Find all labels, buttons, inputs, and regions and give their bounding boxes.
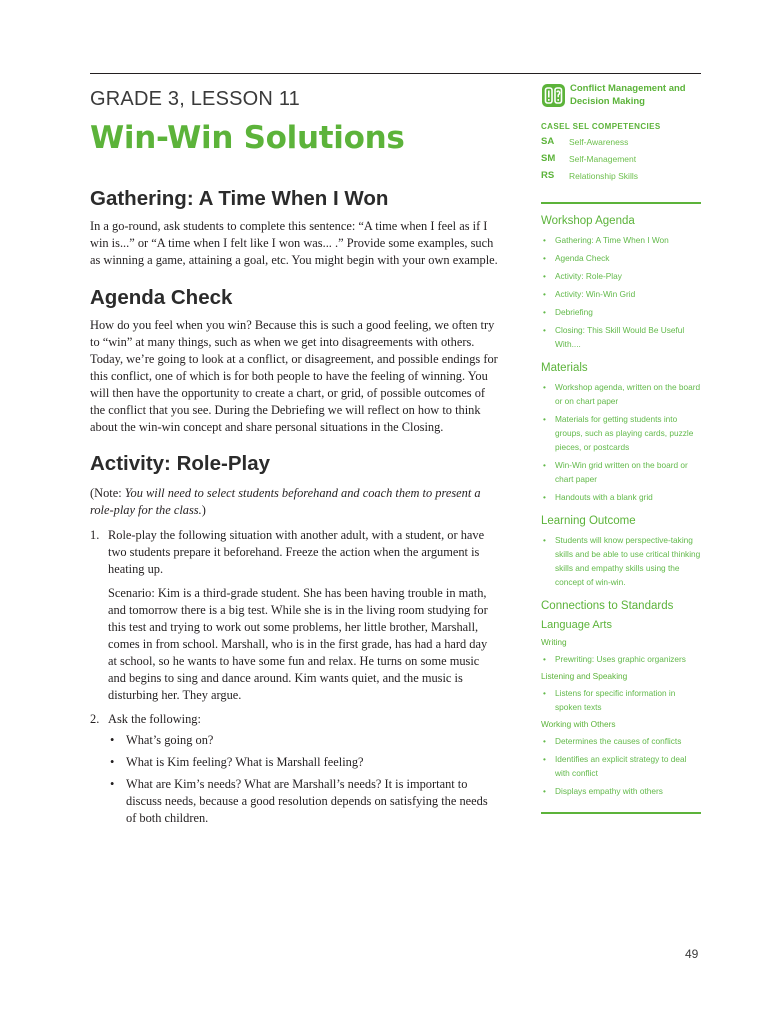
standards-subject: Language Arts (541, 619, 612, 631)
step-text: Role-play the following situation with another adult, with a student, or have two students prepare it beforehand. Freeze the action when the argument is heating up. (108, 528, 485, 576)
workshop-agenda-heading: Workshop Agenda (541, 215, 635, 227)
listening-list (541, 686, 701, 714)
gathering-body: In a go-round, ask students to complete this sentence: “A time when I feel as if I win is...” or “A time when I felt like I won was... .” Provide some examples, such as winning a game, attaining a goal, etc. You might begin with your own example. (90, 219, 498, 267)
standard-item: • Prewriting: Uses graphic organizers (541, 652, 701, 666)
material-item: • Handouts with a blank grid (541, 490, 701, 504)
listening-label: Listening and Speaking (541, 671, 628, 681)
main-column (90, 86, 498, 832)
competency-row (541, 153, 701, 165)
agenda-check-heading: Agenda Check (90, 286, 233, 309)
outcome-item: • Students will know perspective-taking skills and be able to use critical thinking skills and empathy skills using the concept of win-win. (541, 533, 701, 589)
agenda-item: • Activity: Win-Win Grid (541, 287, 701, 301)
note-prefix: (Note: (90, 486, 125, 500)
competency-label: Self-Management (569, 154, 637, 164)
writing-list (541, 652, 701, 666)
lesson-title: Win-Win Solutions (90, 120, 405, 156)
step-number: 2. (90, 712, 100, 726)
sidebar-divider (541, 202, 701, 204)
conflict-decision-icon (541, 83, 566, 108)
writing-label: Writing (541, 637, 567, 647)
standard-item: • Listens for specific information in spoken texts (541, 686, 701, 714)
step-item (90, 527, 498, 704)
note-suffix: ) (201, 503, 206, 517)
activity-heading: Activity: Role-Play (90, 452, 270, 475)
materials-list (541, 380, 701, 504)
page-number: 49 (685, 947, 699, 961)
step-number: 1. (90, 528, 100, 542)
activity-note (90, 485, 498, 519)
competency-abbr: SA (541, 136, 555, 147)
casel-label: CASEL SEL COMPETENCIES (541, 122, 661, 131)
material-item: • Workshop agenda, written on the board or on chart paper (541, 380, 701, 408)
standard-item: • Displays empathy with others (541, 784, 701, 798)
question-list (108, 732, 498, 827)
activity-steps (90, 527, 498, 827)
learning-outcome-list (541, 533, 701, 589)
header-rule (90, 73, 701, 74)
sidebar (541, 80, 701, 814)
question-item: • What are Kim’s needs? What are Marshall’s needs? It is important to discuss needs, because a good resolution depends on satisfying the needs of both children. (108, 776, 498, 827)
question-item: • What’s going on? (108, 732, 498, 749)
standard-item: • Identifies an explicit strategy to deal with conflict (541, 752, 701, 780)
competency-row (541, 170, 701, 182)
competency-label: Self-Awareness (569, 137, 629, 147)
category-header (541, 80, 701, 108)
working-label: Working with Others (541, 719, 616, 729)
step-item (90, 711, 498, 827)
agenda-check-body: How do you feel when you win? Because this is such a good feeling, we often try to “win” at many things, such as when we get into disagreements with others. Today, we’re going to look at a conflict, or disagreement, and possible endings for this conflict, one of which is for both people to have the feeling of winning. You will then have the opportunity to create a chart, or grid, of possible outcomes of the conflict that you see. During the Debriefing we will reflect on how to think about the win-win concept and share personal situations in the Closing. (90, 318, 498, 434)
competency-abbr: SM (541, 153, 556, 164)
working-list (541, 734, 701, 798)
agenda-item: • Debriefing (541, 305, 701, 319)
standard-item: • Determines the causes of conflicts (541, 734, 701, 748)
standards-heading: Connections to Standards (541, 600, 674, 612)
material-item: • Win-Win grid written on the board or chart paper (541, 458, 701, 486)
sidebar-bottom-divider (541, 812, 701, 814)
learning-outcome-heading: Learning Outcome (541, 515, 636, 527)
category-title: Conflict Management and Decision Making (570, 83, 686, 107)
competency-row (541, 136, 701, 148)
grade-lesson-label: GRADE 3, LESSON 11 (90, 88, 300, 110)
workshop-agenda-list (541, 233, 701, 351)
competency-label: Relationship Skills (569, 171, 638, 181)
material-item: • Materials for getting students into groups, such as playing cards, puzzle pieces, or postcards (541, 412, 701, 454)
agenda-item: • Gathering: A Time When I Won (541, 233, 701, 247)
materials-heading: Materials (541, 362, 588, 374)
note-italic: You will need to select students beforehand and coach them to present a role-play for the class. (90, 486, 481, 517)
agenda-item: • Closing: This Skill Would Be Useful With.... (541, 323, 701, 351)
competency-abbr: RS (541, 170, 555, 181)
agenda-item: • Activity: Role-Play (541, 269, 701, 283)
agenda-item: • Agenda Check (541, 251, 701, 265)
scenario-text: Scenario: Kim is a third-grade student. She has been having trouble in math, and tomorrow there is a big test. While she is in the living room studying for this test and trying to work out some problems, her little brother, Marshall, comes in from school. Marshall, who is in the first grade, has had a hard day at school, so he wants to have some fun and relax. He turns on some music and begins to sing and dance around. Kim wants quiet, and the music is disturbing her. They argue. (108, 586, 488, 702)
question-item: • What is Kim feeling? What is Marshall feeling? (108, 754, 498, 771)
gathering-heading: Gathering: A Time When I Won (90, 187, 389, 210)
step-text: Ask the following: (108, 712, 201, 726)
